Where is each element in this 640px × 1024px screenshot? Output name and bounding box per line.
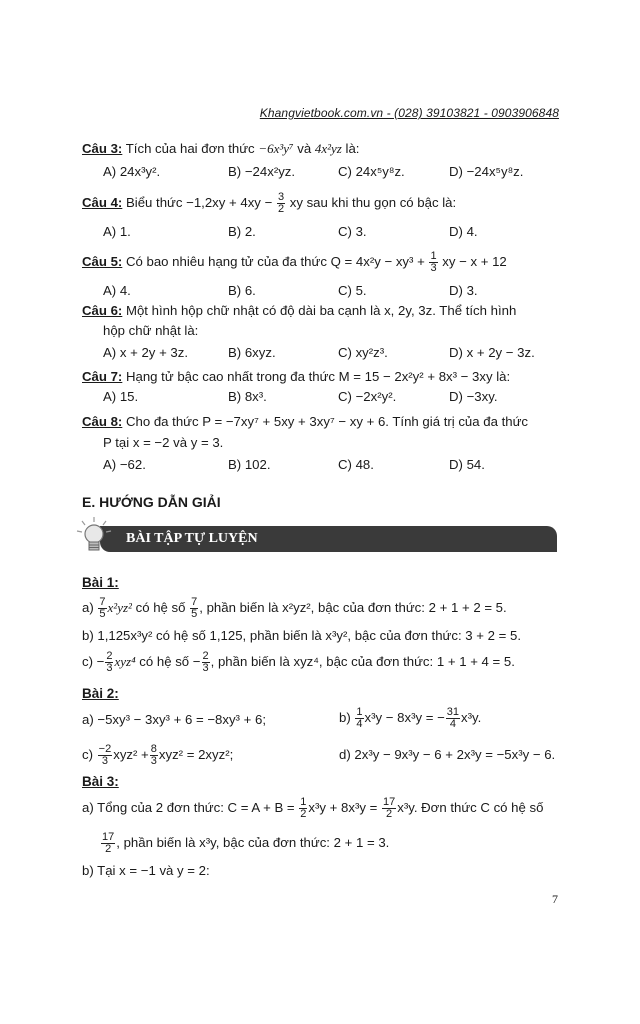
question-3	[82, 140, 359, 158]
option-d: D) 3.	[449, 283, 478, 298]
exercise-1b: b) 1,125x³y² có hệ số 1,125, phần biến là x³y², bậc của đơn thức: 3 + 2 = 5.	[82, 628, 521, 643]
banner-label: BÀI TẬP TỰ LUYỆN	[126, 531, 258, 546]
question-label: Câu 5:	[82, 253, 123, 269]
fraction: $\frac{2}{3}$	[202, 650, 209, 674]
option-b: B) 8x³.	[228, 389, 267, 404]
option-c: C) 24x⁵y⁸z.	[338, 164, 405, 179]
option-b: B) 6.	[228, 283, 256, 298]
question-text: là:	[345, 141, 360, 156]
option-d: D) 4.	[449, 224, 478, 239]
question-7	[82, 368, 510, 386]
question-5	[82, 251, 507, 274]
option-d: D) x + 2y − 3z.	[449, 345, 535, 360]
option-d: D) −24x⁵y⁸z.	[449, 164, 524, 179]
fraction: $\frac{17}{2}$	[382, 796, 396, 820]
option-a: A) 1.	[103, 224, 131, 239]
fraction: $\frac{31}{4}$	[446, 706, 460, 730]
math-expr: −6x³y⁷	[258, 141, 294, 156]
question-text: xy − x + 12	[442, 253, 507, 269]
exercise-3b: b) Tại x = −1 và y = 2:	[82, 863, 210, 878]
option-b: B) 2.	[228, 224, 256, 239]
option-b: B) −24x²yz.	[228, 164, 296, 179]
option-a: A) 24x³y².	[103, 164, 161, 179]
question-text: Hạng tử bậc cao nhất trong đa thức M = 15 − 2x²y² + 8x³ − 3xy là:	[125, 369, 511, 384]
exercise-1c: c) − $\frac{2}{3}$ xyz⁴ có hệ số − $\frac{2}{3}$ , phần biến là xyz⁴, bậc của đơn thức: 1 + 1 + 4 = 5.	[82, 650, 515, 674]
question-text: Tích của hai đơn thức	[125, 141, 255, 156]
question-6	[82, 302, 516, 320]
question-label: Câu 3:	[82, 141, 123, 156]
exercise-1a: a) $\frac{7}{5}$ x²yz² có hệ số $\frac{7}{5}$ , phần biến là x²yz², bậc của đơn thức: 2 + 1 + 2 = 5.	[82, 596, 507, 620]
fraction: $\frac{1}{4}$	[356, 706, 363, 730]
exercise-3a: a) Tổng của 2 đơn thức: C = A + B = $\frac{1}{2}$ x³y + 8x³y = $\frac{17}{2}$ x³y. Đơn thức C có hệ số	[82, 796, 544, 820]
option-a: A) 4.	[103, 283, 131, 298]
question-label: Câu 8:	[82, 414, 123, 429]
math-expr: 4x²yz	[314, 141, 342, 156]
lightbulb-icon	[74, 516, 114, 556]
question-label: Câu 7:	[82, 369, 123, 384]
exercise-3-label: Bài 3:	[82, 774, 119, 789]
question-text: P tại x = −2 và y = 3.	[103, 435, 224, 450]
option-c: C) 3.	[338, 224, 367, 239]
fraction: $\frac{3}{2}$	[277, 191, 285, 215]
fraction: $\frac{8}{3}$	[150, 743, 157, 767]
option-d: D) 54.	[449, 457, 485, 472]
exercise-2a: a) −5xy³ − 3xy³ + 6 = −8xy³ + 6;	[82, 712, 266, 727]
fraction: $\frac{17}{2}$	[102, 831, 115, 855]
fraction: $\frac{2}{3}$	[106, 650, 113, 674]
question-text: Có bao nhiêu hạng tử của đa thức Q = 4x²y − xy³ +	[125, 253, 429, 269]
exercise-2b: b) $\frac{1}{4}$ x³y − 8x³y = − $\frac{31}{4}$ x³y.	[339, 706, 482, 730]
fraction: $\frac{-2}{3}$	[98, 743, 112, 767]
option-d: D) −3xy.	[449, 389, 498, 404]
option-a: A) −62.	[103, 457, 146, 472]
question-8	[82, 413, 528, 431]
option-c: C) −2x²y².	[338, 389, 397, 404]
question-text: Một hình hộp chữ nhật có độ dài ba cạnh là x, 2y, 3z. Thể tích hình	[125, 303, 517, 318]
option-c: C) xy²z³.	[338, 345, 388, 360]
question-text: Biểu thức −1,2xy + 4xy −	[125, 194, 276, 210]
exercise-3a-cont: $\frac{17}{2}$ , phần biến là x³y, bậc của đơn thức: 2 + 1 = 3.	[102, 831, 390, 855]
exercise-2-label: Bài 2:	[82, 686, 119, 701]
exercise-1-label: Bài 1:	[82, 575, 119, 590]
option-c: C) 48.	[338, 457, 374, 472]
option-a: A) 15.	[103, 389, 139, 404]
exercise-2c: c) $\frac{-2}{3}$ xyz² + $\frac{8}{3}$ xyz² = 2xyz²;	[82, 743, 234, 767]
section-title: E. HƯỚNG DẪN GIẢI	[82, 494, 221, 510]
fraction: $\frac{7}{5}$	[191, 596, 198, 620]
page-number: 7	[552, 892, 558, 906]
option-b: B) 102.	[228, 457, 271, 472]
question-label: Câu 4:	[82, 194, 123, 210]
question-text: và	[297, 141, 312, 156]
question-text: Cho đa thức P = −7xy⁷ + 5xy + 3xy⁷ − xy + 6. Tính giá trị của đa thức	[125, 414, 529, 429]
option-b: B) 6xyz.	[228, 345, 276, 360]
option-a: A) x + 2y + 3z.	[103, 345, 189, 360]
fraction: $\frac{1}{2}$	[300, 796, 307, 820]
fraction: $\frac{7}{5}$	[99, 596, 106, 620]
section-banner	[100, 526, 557, 552]
question-text: hộp chữ nhật là:	[103, 323, 199, 338]
question-label: Câu 6:	[82, 303, 123, 318]
question-4	[82, 192, 456, 215]
option-c: C) 5.	[338, 283, 367, 298]
question-text: xy sau khi thu gọn có bậc là:	[289, 194, 457, 210]
fraction: $\frac{1}{3}$	[430, 250, 437, 274]
page-header: Khangvietbook.com.vn - (028) 39103821 - 0903906848	[259, 106, 559, 120]
exercise-2d: d) 2x³y − 9x³y − 6 + 2x³y = −5x³y − 6.	[339, 747, 556, 762]
